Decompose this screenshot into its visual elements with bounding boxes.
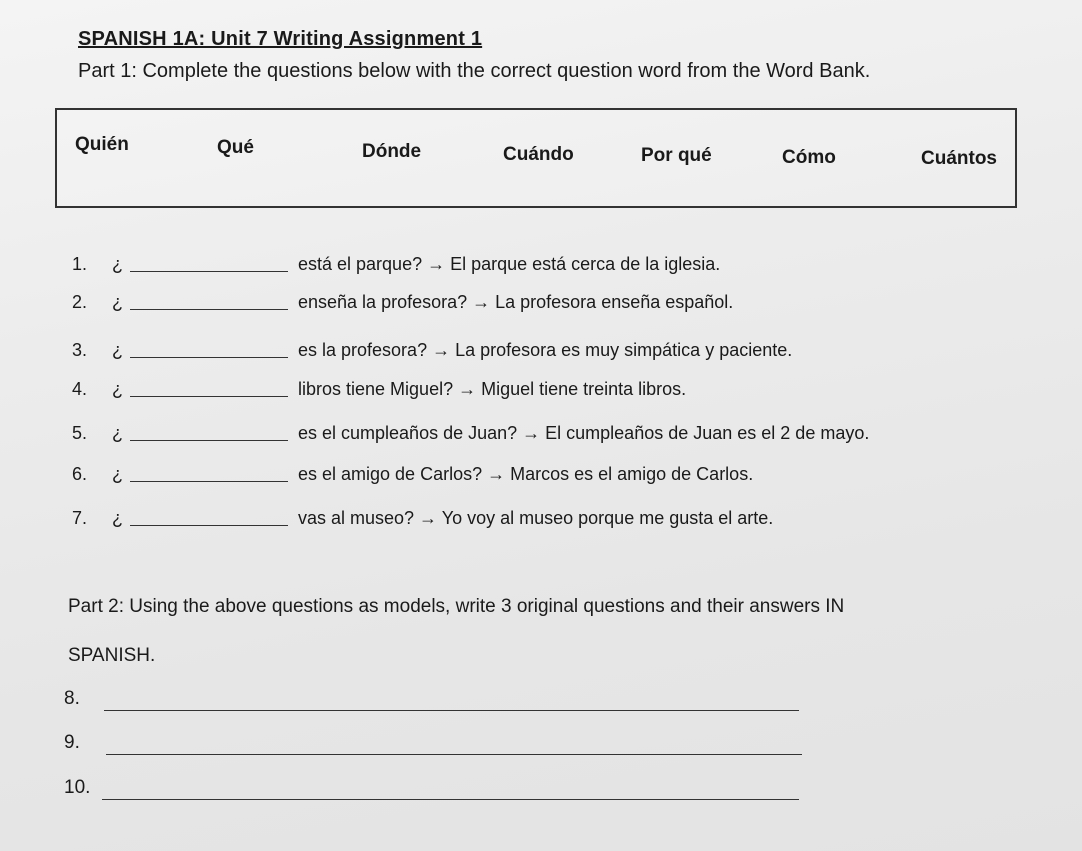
inverted-question-mark: ¿ <box>112 340 123 360</box>
answer-line[interactable] <box>104 710 799 711</box>
question-text: es el cumpleaños de Juan? → El cumpleaños de Juan es el 2 de mayo. <box>298 423 870 443</box>
answer-blank[interactable] <box>130 396 288 397</box>
word-bank-item: Dónde <box>362 141 422 162</box>
answer-item-number: 8. <box>64 688 80 709</box>
answer-item-number: 9. <box>64 732 80 753</box>
question-number: 2. <box>72 292 88 312</box>
question-text: libros tiene Miguel? → Miguel tiene treinta libros. <box>298 379 687 399</box>
question-number: 4. <box>72 379 88 399</box>
part2-instructions-cont: SPANISH. <box>68 645 156 666</box>
inverted-question-mark: ¿ <box>112 508 123 528</box>
word-bank-item: Qué <box>217 137 254 158</box>
word-bank-item: Cuándo <box>503 144 574 165</box>
inverted-question-mark: ¿ <box>112 464 123 484</box>
answer-line[interactable] <box>106 754 802 755</box>
word-bank-item: Por qué <box>641 145 712 166</box>
question-text: enseña la profesora? → La profesora enseña español. <box>298 292 734 312</box>
inverted-question-mark: ¿ <box>112 254 123 274</box>
question-number: 1. <box>72 254 88 274</box>
question-text: vas al museo? → Yo voy al museo porque me gusta el arte. <box>298 508 774 528</box>
inverted-question-mark: ¿ <box>112 379 123 399</box>
part1-instructions: Part 1: Complete the questions below with the correct question word from the Word Bank. <box>78 60 871 82</box>
word-bank-item: Cuántos <box>921 148 997 169</box>
word-bank <box>55 108 1017 208</box>
answer-line[interactable] <box>102 799 799 800</box>
word-bank-item: Quién <box>75 134 129 155</box>
inverted-question-mark: ¿ <box>112 423 123 443</box>
question-text: es el amigo de Carlos? → Marcos es el amigo de Carlos. <box>298 464 754 484</box>
answer-blank[interactable] <box>130 525 288 526</box>
question-number: 3. <box>72 340 88 360</box>
page-title: SPANISH 1A: Unit 7 Writing Assignment 1 <box>78 28 483 50</box>
answer-blank[interactable] <box>130 309 288 310</box>
answer-blank[interactable] <box>130 440 288 441</box>
inverted-question-mark: ¿ <box>112 292 123 312</box>
word-bank-item: Cómo <box>782 147 836 168</box>
answer-blank[interactable] <box>130 481 288 482</box>
answer-blank[interactable] <box>130 271 288 272</box>
part2-instructions: Part 2: Using the above questions as models, write 3 original questions and their answers IN <box>68 596 845 617</box>
question-text: es la profesora? → La profesora es muy simpática y paciente. <box>298 340 793 360</box>
question-number: 5. <box>72 423 88 443</box>
answer-item-number: 10. <box>64 777 91 798</box>
answer-blank[interactable] <box>130 357 288 358</box>
question-number: 7. <box>72 508 88 528</box>
question-number: 6. <box>72 464 88 484</box>
question-text: está el parque? → El parque está cerca de la iglesia. <box>298 254 721 274</box>
